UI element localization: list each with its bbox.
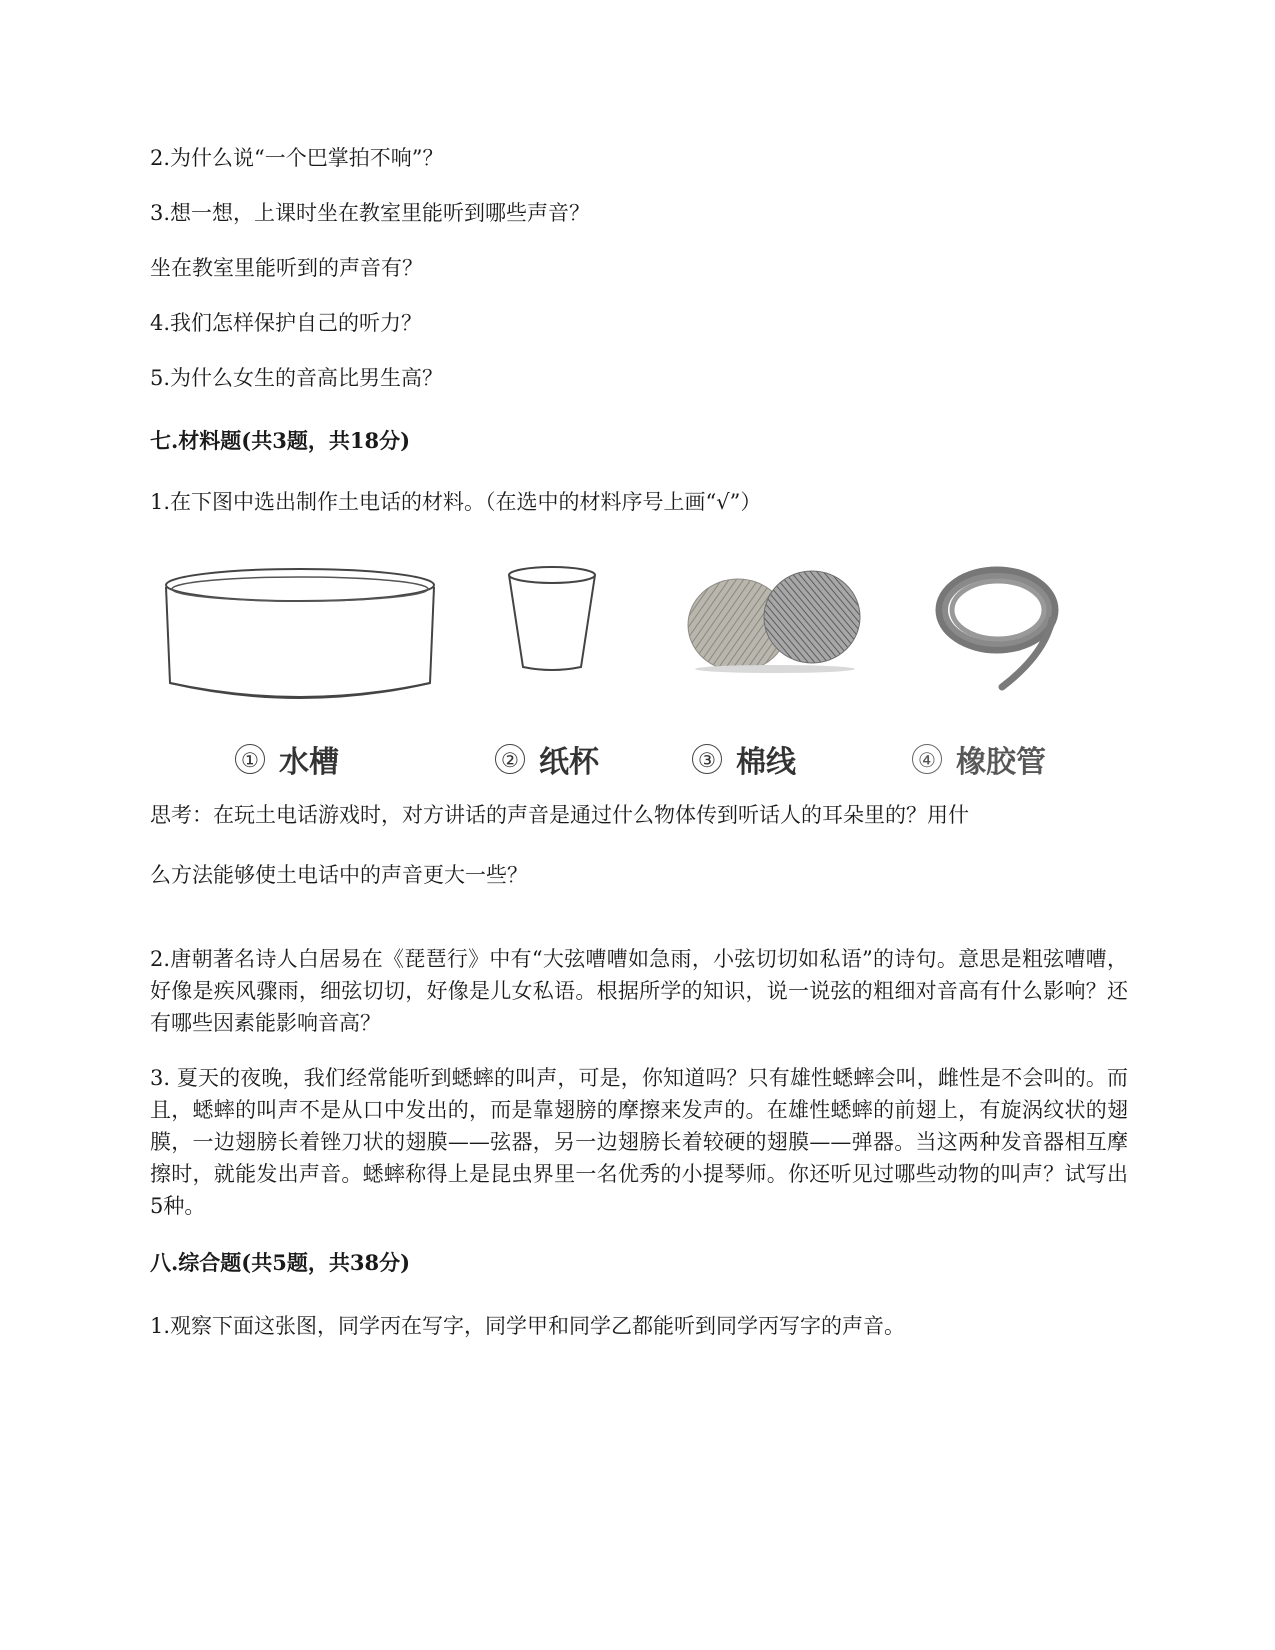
question-7-1-think-line-1: 思考：在玩土电话游戏时，对方讲话的声音是通过什么物体传到听话人的耳朵里的？用什: [150, 803, 969, 827]
question-6-4: 4.我们怎样保护自己的听力？: [150, 311, 423, 335]
figure-label-2: [495, 737, 599, 781]
question-8-1: 1.观察下面这张图，同学丙在写字，同学甲和同学乙都能听到同学丙写字的声音。: [150, 1314, 906, 1338]
section-7-heading: 七.材料题(共3题，共18分): [150, 428, 411, 453]
figure-label-3-text: 棉线: [736, 745, 796, 780]
figure-label-3: [692, 737, 796, 781]
figure-label-3-number: ③: [692, 744, 722, 774]
question-7-1: 1.在下图中选出制作土电话的材料。（在选中的材料序号上画“√”）: [150, 490, 762, 514]
figure-label-4: [912, 737, 1046, 781]
question-7-3: 3. 夏天的夜晚，我们经常能听到蟋蟀的叫声，可是，你知道吗？只有雄性蟋蟀会叫，雌性是不会叫的。而且，蟋蟀的叫声不是从口中发出的，而是靠翅膀的摩擦来发声的。在雄性蟋蟀的前翅上，有旋涡纹状的翅膜，一边翅膀长着锉刀状的翅膜——弦器，另一边翅膀长着较硬的翅膜——弹器。当这两种发音器相互摩擦时，就能发出声音。蟋蟀称得上是昆虫界里一名优秀的小提琴师。你还听见过哪些动物的叫声？试写出5种。: [150, 1066, 1128, 1218]
materials-figure: [160, 565, 1120, 790]
cotton-thread-image: [680, 565, 870, 679]
water-trough-image: [160, 565, 440, 709]
figure-label-1-text: 水槽: [279, 745, 339, 780]
question-6-5: 5.为什么女生的音高比男生高？: [150, 366, 444, 390]
paper-cup-image: [505, 565, 600, 679]
rubber-tube-image: [932, 565, 1067, 699]
question-7-1-think-line-2: 么方法能够使土电话中的声音更大一些？: [150, 863, 528, 887]
question-6-3-answer-prompt: 坐在教室里能听到的声音有？: [150, 256, 423, 280]
question-7-2: 2.唐朝著名诗人白居易在《琵琶行》中有“大弦嘈嘈如急雨，小弦切切如私语”的诗句。意思是粗弦嘈嘈，好像是疾风骤雨，细弦切切，好像是儿女私语。根据所学的知识，说一说弦的粗细对音高有什么影响？还有哪些因素能影响音高？: [150, 947, 1128, 1035]
figure-label-1: [235, 737, 339, 781]
figure-label-4-text: 橡胶管: [956, 745, 1046, 780]
figure-label-4-number: ④: [912, 744, 942, 774]
figure-label-1-number: ①: [235, 744, 265, 774]
figure-label-2-number: ②: [495, 744, 525, 774]
question-6-2: 2.为什么说“一个巴掌拍不响”？: [150, 146, 444, 170]
question-6-3: 3.想一想，上课时坐在教室里能听到哪些声音？: [150, 201, 591, 225]
figure-label-2-text: 纸杯: [539, 745, 599, 780]
section-8-heading: 八.综合题(共5题，共38分): [150, 1250, 411, 1275]
